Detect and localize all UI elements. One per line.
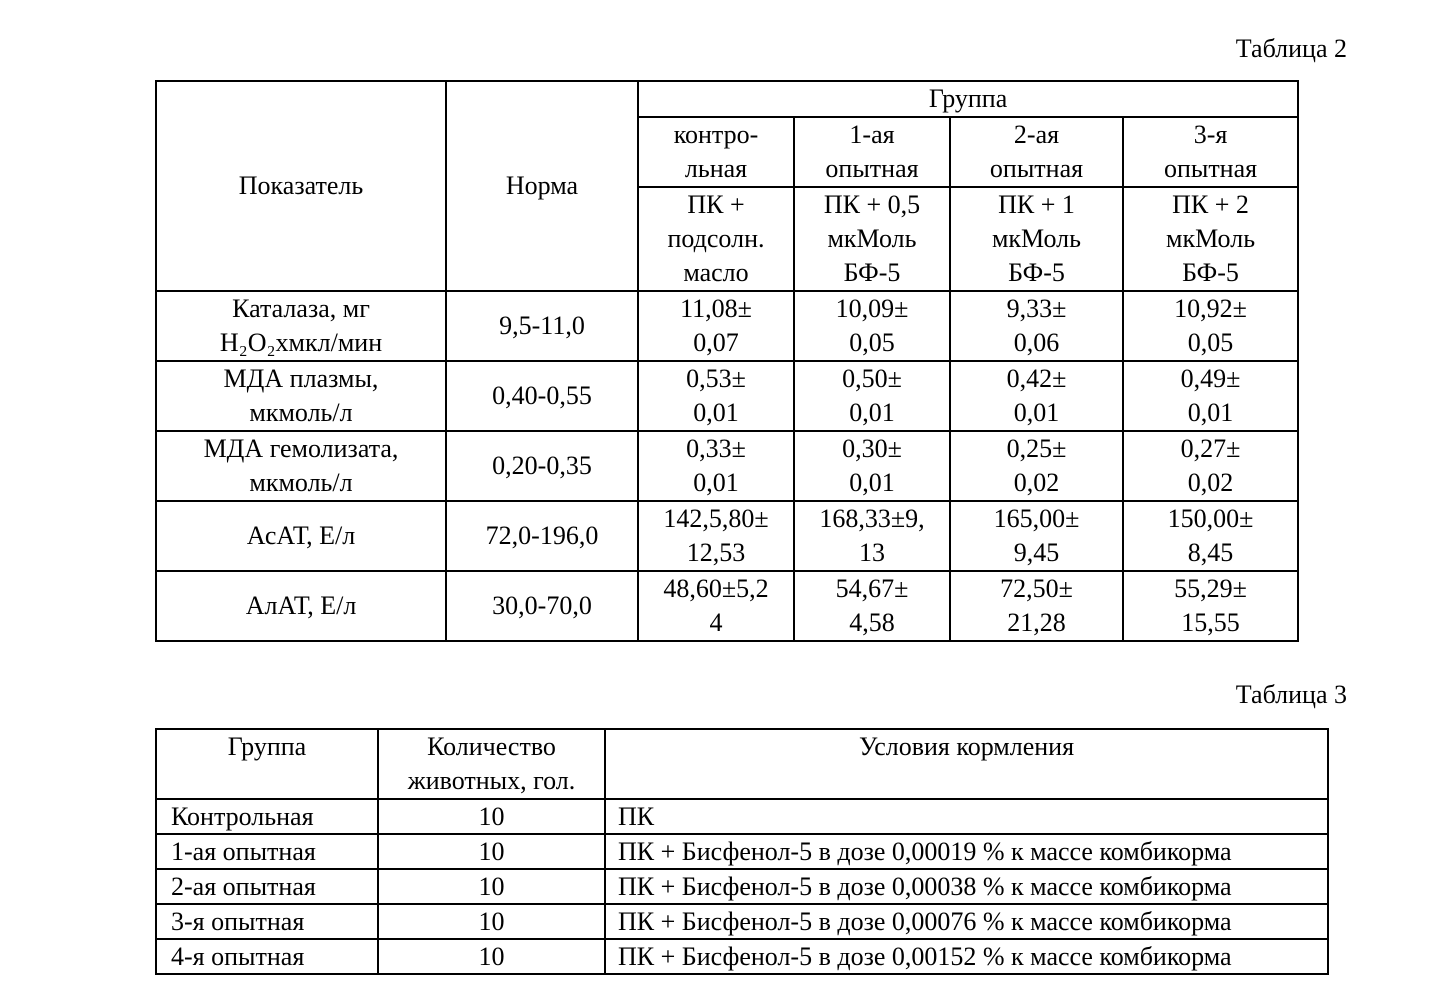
table2-value-cell: 165,00± 9,45 (950, 501, 1123, 571)
table3-header-row (156, 729, 1328, 799)
table2-group-diet: ПК + 0,5 мкМоль БФ-5 (794, 187, 950, 291)
table2-value-cell: 0,42± 0,01 (950, 361, 1123, 431)
table3-caption: Таблица 3 (1235, 680, 1347, 709)
table2-header-norm: Норма (446, 81, 638, 291)
table2-indicator-cell: Каталаза, мг H₂O₂хмкл/мин (156, 291, 446, 361)
table2-header-indicator: Показатель (156, 81, 446, 291)
table3-count-cell: 10 (378, 834, 605, 869)
table2-value-cell: 0,49± 0,01 (1123, 361, 1298, 431)
table2-value-cell: 142,5,80± 12,53 (638, 501, 794, 571)
table2-row (156, 571, 1298, 641)
table3-conditions-cell: ПК + Бисфенол-5 в дозе 0,00038 % к массе комбикорма (605, 869, 1328, 904)
table2-value-cell: 168,33±9, 13 (794, 501, 950, 571)
table3-group-cell: 2-ая опытная (156, 869, 378, 904)
table2-value-cell: 150,00± 8,45 (1123, 501, 1298, 571)
table3-header-conditions: Условия кормления (605, 729, 1328, 799)
table3-conditions-cell: ПК (605, 799, 1328, 834)
table2-norm-cell: 0,40-0,55 (446, 361, 638, 431)
table2-norm-cell: 72,0-196,0 (446, 501, 638, 571)
table3-count-cell: 10 (378, 939, 605, 974)
table3-row (156, 939, 1328, 974)
table2-row (156, 361, 1298, 431)
table2-row (156, 501, 1298, 571)
table2-group-diet: ПК + 2 мкМоль БФ-5 (1123, 187, 1298, 291)
table3-conditions-cell: ПК + Бисфенол-5 в дозе 0,00019 % к массе комбикорма (605, 834, 1328, 869)
table2-value-cell: 10,09± 0,05 (794, 291, 950, 361)
table2-value-cell: 0,25± 0,02 (950, 431, 1123, 501)
table3-count-cell: 10 (378, 869, 605, 904)
table2-indicator-cell: МДА гемолизата, мкмоль/л (156, 431, 446, 501)
table3-conditions-cell: ПК + Бисфенол-5 в дозе 0,00076 % к массе комбикорма (605, 904, 1328, 939)
table2-value-cell: 0,50± 0,01 (794, 361, 950, 431)
table3-row (156, 799, 1328, 834)
table2-header-group: Группа (638, 81, 1298, 117)
table3-group-cell: 4-я опытная (156, 939, 378, 974)
table2-value-cell: 48,60±5,2 4 (638, 571, 794, 641)
table2 (155, 80, 1299, 642)
table2-group-name: контро- льная (638, 117, 794, 187)
table2-value-cell: 0,33± 0,01 (638, 431, 794, 501)
table2-value-cell: 55,29± 15,55 (1123, 571, 1298, 641)
table3-count-cell: 10 (378, 904, 605, 939)
table3-header-count: Количество животных, гол. (378, 729, 605, 799)
table2-norm-cell: 9,5-11,0 (446, 291, 638, 361)
table2-indicator-cell: МДА плазмы, мкмоль/л (156, 361, 446, 431)
table3-row (156, 904, 1328, 939)
table2-caption: Таблица 2 (1235, 34, 1347, 63)
table2-group-name: 3-я опытная (1123, 117, 1298, 187)
table2-group-name: 2-ая опытная (950, 117, 1123, 187)
table2-row (156, 431, 1298, 501)
table2-group-name: 1-ая опытная (794, 117, 950, 187)
table2-header-row-group (156, 81, 1298, 117)
table3-group-cell: 1-ая опытная (156, 834, 378, 869)
table2-row (156, 291, 1298, 361)
table2-indicator-cell: АлАТ, Е/л (156, 571, 446, 641)
table2-value-cell: 0,27± 0,02 (1123, 431, 1298, 501)
table3-count-cell: 10 (378, 799, 605, 834)
table2-value-cell: 54,67± 4,58 (794, 571, 950, 641)
table2-value-cell: 11,08± 0,07 (638, 291, 794, 361)
table3-group-cell: 3-я опытная (156, 904, 378, 939)
table3-conditions-cell: ПК + Бисфенол-5 в дозе 0,00152 % к массе комбикорма (605, 939, 1328, 974)
table2-value-cell: 0,30± 0,01 (794, 431, 950, 501)
table2-value-cell: 0,53± 0,01 (638, 361, 794, 431)
table2-group-diet: ПК + 1 мкМоль БФ-5 (950, 187, 1123, 291)
table3-group-cell: Контрольная (156, 799, 378, 834)
table3-row (156, 834, 1328, 869)
table3-header-group: Группа (156, 729, 378, 799)
table2-norm-cell: 30,0-70,0 (446, 571, 638, 641)
table2-indicator-cell: АсАТ, Е/л (156, 501, 446, 571)
table2-value-cell: 72,50± 21,28 (950, 571, 1123, 641)
table3 (155, 728, 1329, 975)
table2-group-diet: ПК + подсолн. масло (638, 187, 794, 291)
table2-value-cell: 9,33± 0,06 (950, 291, 1123, 361)
table2-value-cell: 10,92± 0,05 (1123, 291, 1298, 361)
table2-norm-cell: 0,20-0,35 (446, 431, 638, 501)
table3-row (156, 869, 1328, 904)
